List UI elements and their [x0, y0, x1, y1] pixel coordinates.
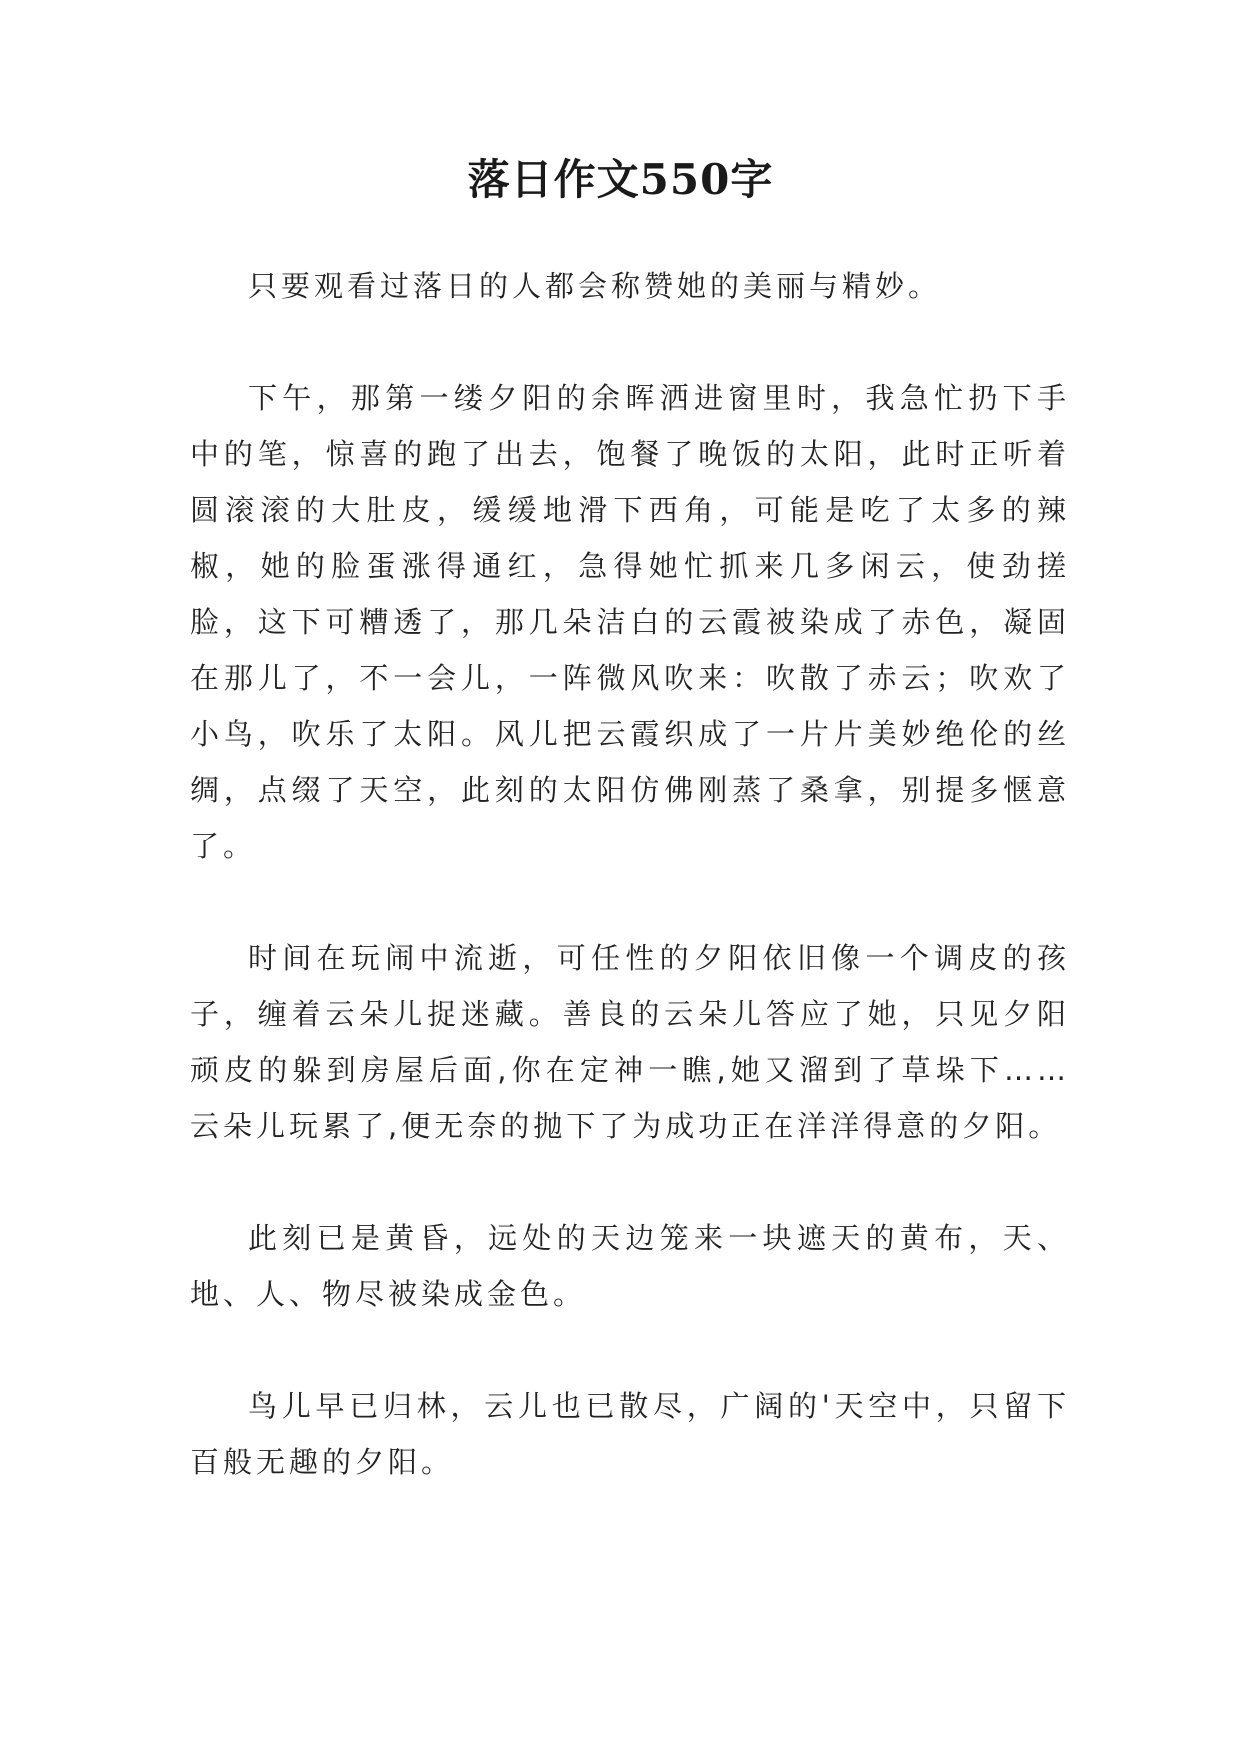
paragraph-4: 此刻已是黄昏，远处的天边笼来一块遮天的黄布，天、地、人、物尽被染成金色。 — [190, 1221, 1070, 1311]
paragraph-3: 时间在玩闹中流逝，可任性的夕阳依旧像一个调皮的孩子，缠着云朵儿捉迷藏。善良的云朵儿答应了她，只见夕阳顽皮的躲到房屋后面,你在定神一瞧,她又溜到了草垛下……云朵儿玩累了,便无奈的抛下了为成功正在洋洋得意的夕阳。 — [190, 941, 1070, 1143]
paragraph-2: 下午，那第一缕夕阳的余晖洒进窗里时，我急忙扔下手中的笔，惊喜的跑了出去，饱餐了晚饭的太阳，此时正听着圆滚滚的大肚皮，缓缓地滑下西角，可能是吃了太多的辣椒，她的脸蛋涨得通红，急得她忙抓来几多闲云，使劲搓脸，这下可糟透了，那几朵洁白的云霞被染成了赤色，凝固在那儿了，不一会儿，一阵微风吹来：吹散了赤云；吹欢了小鸟，吹乐了太阳。风儿把云霞织成了一片片美妙绝伦的丝绸，点缀了天空，此刻的太阳仿佛刚蒸了桑拿，别提多惬意了。 — [190, 381, 1070, 863]
document-title: 落日作文550字 — [467, 155, 774, 204]
paragraph-1: 只要观看过落日的人都会称赞她的美丽与精妙。 — [248, 269, 942, 303]
paragraph-5: 鸟儿早已归林，云儿也已散尽，广阔的'天空中，只留下百般无趣的夕阳。 — [190, 1389, 1070, 1479]
document-body — [190, 258, 1070, 1546]
